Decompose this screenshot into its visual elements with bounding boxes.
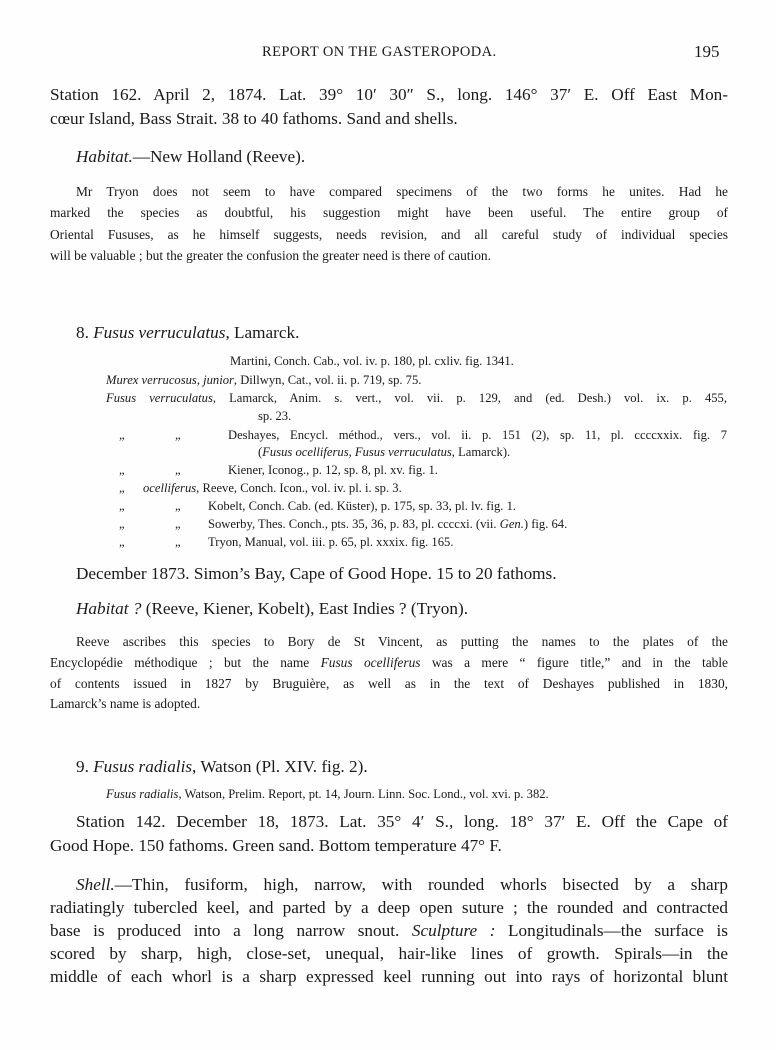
para1-line-3: Oriental Fususes, as he himself suggests, needs revision, and all careful study of individual species: [50, 227, 728, 242]
syn-dillwyn-ref: , Dillwyn, Cat., vol. ii. p. 719, sp. 75.: [233, 373, 422, 387]
syn-reeve-ref: , Reeve, Conch. Icon., vol. iv. pl. i. sp. 3.: [196, 481, 402, 495]
syn-lamarck-ref: , Lamarck, Anim. s. vert., vol. vii. p. 129, and (ed. Desh.) vol. ix. p. 455,: [212, 391, 727, 405]
para2-line-2: [50, 655, 728, 671]
para2-line-3: of contents issued in 1827 by Bruguière, as well as in the text of Deshayes published in 1830,: [50, 676, 728, 691]
species-8-author: , Lamarck.: [225, 323, 300, 342]
shell-line-5: middle of each whorl is a sharp expressed keel running out into rays of horizontal blunt: [50, 967, 728, 986]
syn-dillwyn-name: Murex verrucosus, junior: [106, 373, 234, 387]
para2-line-1: Reeve ascribes this species to Bory de St Vincent, as putting the names to the plates of the: [76, 634, 728, 649]
para1-line-1: Mr Tryon does not seem to have compared specimens of the two forms he unites. Had he: [76, 184, 728, 199]
syn-watson: [106, 787, 549, 802]
para1-line-4: will be valuable ; but the greater the confusion the greater need is there of caution.: [50, 248, 491, 263]
species-8-name: Fusus verruculatus: [93, 323, 226, 342]
syn-tryon: Tryon, Manual, vol. iii. p. 65, pl. xxxix. fig. 165.: [208, 535, 454, 549]
ditto-mark: „: [119, 481, 125, 495]
syn-deshayes-cont: [258, 445, 510, 460]
ditto-mark: „: [119, 463, 125, 477]
syn-watson-ref: , Watson, Prelim. Report, pt. 14, Journ. Linn. Soc. Lond., vol. xvi. p. 382.: [178, 787, 549, 801]
species-9-name: Fusus radialis: [93, 757, 193, 776]
syn-sowerby-gen: Gen.: [499, 517, 524, 531]
syn-kiener: Kiener, Iconog., p. 12, sp. 8, pl. xv. fig. 1.: [228, 463, 438, 477]
syn-deshayes: Deshayes, Encycl. méthod., vers., vol. ii. p. 151 (2), sp. 11, pl. ccccxxix. fig. 7: [228, 428, 727, 442]
syn-watson-name: Fusus radialis: [106, 787, 179, 801]
habitat-label: Habitat ?: [76, 599, 142, 618]
syn-lamarck-cont: sp. 23.: [258, 409, 292, 423]
station-162-line-2: cœur Island, Bass Strait. 38 to 40 fathoms. Sand and shells.: [50, 109, 458, 128]
syn-lamarck: [106, 391, 727, 406]
ditto-mark: „: [175, 463, 181, 477]
shell-line-2: radiatingly tubercled keel, and parted by a deep open suture ; the rounded and contracted: [50, 898, 728, 917]
syn-sowerby: [208, 517, 567, 532]
species-9-author: , Watson (Pl. XIV. fig. 2).: [192, 757, 368, 776]
habitat-text: (Reeve, Kiener, Kobelt), East Indies ? (Tryon).: [141, 599, 469, 618]
ditto-mark: „: [175, 535, 181, 549]
ditto-mark: „: [175, 428, 181, 442]
station-142-line-1: Station 142. December 18, 1873. Lat. 35° 4′ S., long. 18° 37′ E. Off the Cape of: [76, 812, 728, 831]
running-header: REPORT ON THE GASTEROPODA.: [262, 44, 497, 60]
shell-text: —Thin, fusiform, high, narrow, with rounded whorls bisected by a sharp: [114, 875, 728, 894]
station-162-line-1: Station 162. April 2, 1874. Lat. 39° 10′ 30″ S., long. 146° 37′ E. Off East Mon-: [50, 85, 728, 104]
ditto-mark: „: [119, 517, 125, 531]
ditto-mark: „: [175, 517, 181, 531]
shell-line-3: [50, 921, 728, 941]
shell-text: base is produced into a long narrow snout.: [50, 921, 412, 940]
species-9-number: 9.: [76, 757, 89, 776]
paren: (: [258, 445, 263, 459]
para2-text: was a mere “ figure title,” and in the table: [420, 655, 728, 670]
syn-martini: Martini, Conch. Cab., vol. iv. p. 180, pl. cxliv. fig. 1341.: [230, 354, 514, 368]
syn-lamarck-name: Fusus verruculatus: [106, 391, 213, 405]
syn-kobelt: Kobelt, Conch. Cab. (ed. Küster), p. 175, sp. 33, pl. lv. fig. 1.: [208, 499, 517, 513]
species-8-heading: [76, 323, 299, 343]
syn-deshayes-author: , Lamarck).: [451, 445, 511, 459]
ditto-mark: „: [119, 428, 125, 442]
species-8-number: 8.: [76, 323, 89, 342]
syn-sowerby-ref: Sowerby, Thes. Conch., pts. 35, 36, p. 83, pl. ccccxi. (vii.: [208, 517, 500, 531]
habitat-label: Habitat.: [76, 147, 133, 166]
para1-line-2: marked the species as doubtful, his suggestion might have been useful. The entire group of: [50, 205, 728, 220]
para2-text: Encyclopédie méthodique ; but the name: [50, 655, 321, 670]
species-8-habitat: [76, 599, 468, 619]
shell-line-1: [76, 875, 728, 895]
ditto-mark: „: [119, 535, 125, 549]
habitat-text: —New Holland (Reeve).: [132, 147, 306, 166]
ditto-mark: „: [175, 499, 181, 513]
species-8-station: December 1873. Simon’s Bay, Cape of Good Hope. 15 to 20 fathoms.: [76, 564, 557, 583]
sculpture-label: Sculpture :: [411, 921, 496, 940]
para2-species: Fusus ocelliferus: [320, 655, 421, 670]
shell-line-4: scored by sharp, high, close-set, unequal, hair-like lines of growth. Spirals—in the: [50, 944, 728, 963]
station-142-line-2: Good Hope. 150 fathoms. Green sand. Bottom temperature 47° F.: [50, 836, 502, 855]
shell-label: Shell.: [76, 875, 115, 894]
syn-reeve: [143, 481, 402, 496]
ditto-mark: „: [119, 499, 125, 513]
species-9-heading: [76, 757, 368, 777]
habitat-new-holland: [76, 147, 305, 167]
syn-deshayes-names: Fusus ocelliferus, Fusus verruculatus: [262, 445, 452, 459]
page-number: 195: [694, 42, 720, 61]
syn-dillwyn: [106, 373, 421, 388]
syn-reeve-name: ocelliferus: [143, 481, 197, 495]
syn-sowerby-fig: ) fig. 64.: [523, 517, 568, 531]
shell-text: Longitudinals—the surface is: [495, 921, 728, 940]
para2-line-4: Lamarck’s name is adopted.: [50, 696, 201, 711]
